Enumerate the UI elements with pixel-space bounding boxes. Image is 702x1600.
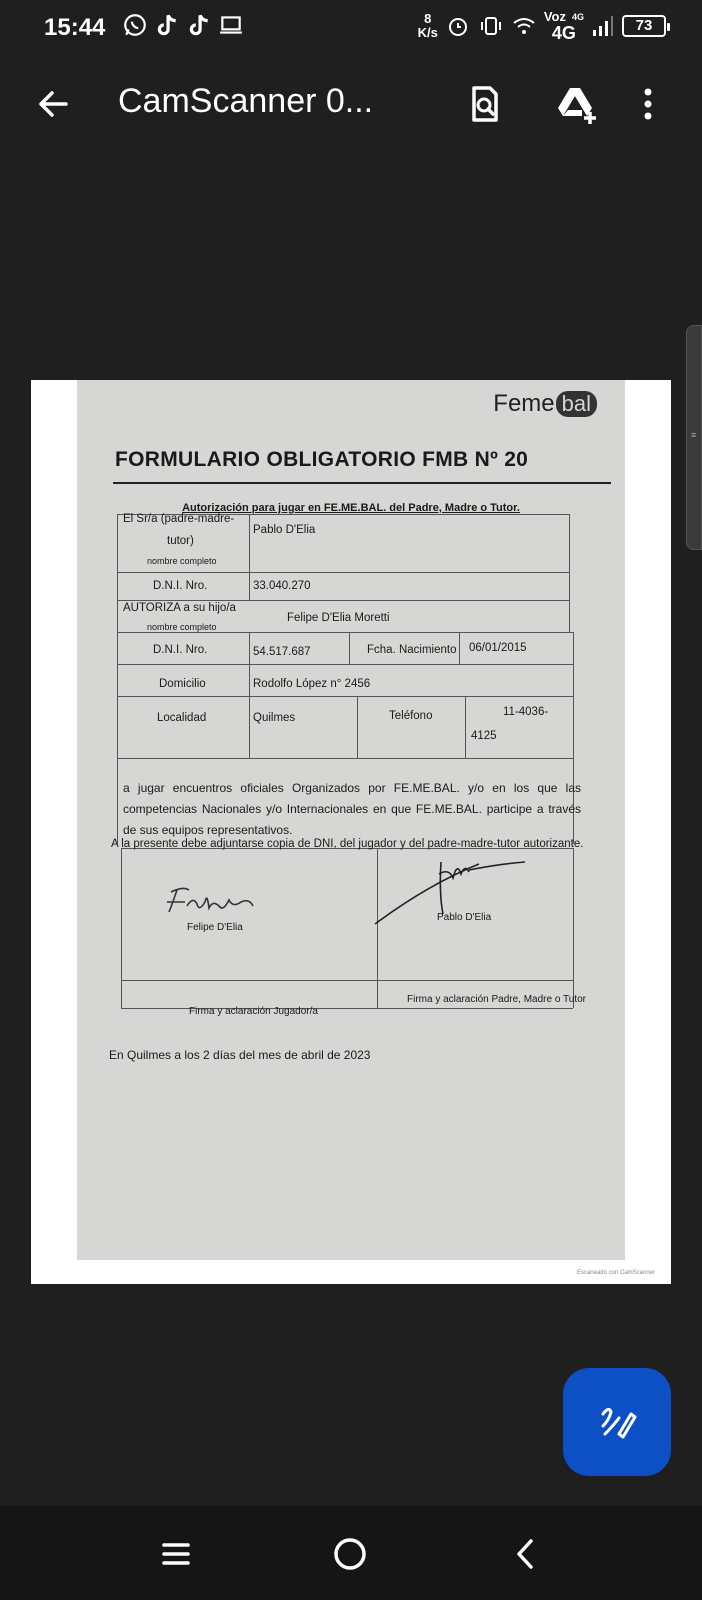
document-page[interactable]	[31, 380, 671, 1284]
city: Quilmes	[253, 712, 296, 724]
parent-signature-caption: Firma y aclaración Padre, Madre o Tutor	[407, 994, 586, 1005]
phone-line2: 4125	[471, 730, 497, 742]
network-small-label: 4G	[571, 12, 584, 22]
net-speed-value: 8	[424, 11, 432, 26]
status-bar	[0, 0, 702, 56]
femebal-logo	[493, 390, 597, 418]
phone-label: Teléfono	[389, 710, 433, 722]
fast-scroll-handle[interactable]: ≡	[686, 325, 702, 550]
signal-icon	[592, 14, 614, 38]
player-signature-caption: Firma y aclaración Jugador/a	[189, 1006, 318, 1017]
tiktok-icon	[154, 12, 180, 38]
logo-text: Feme	[493, 390, 555, 417]
net-speed	[418, 12, 438, 40]
document-search-icon[interactable]	[460, 80, 508, 128]
player-signature-name: Felipe D'Elia	[187, 922, 243, 933]
voz-label: Voz	[543, 9, 566, 24]
signature-pen-icon	[595, 1400, 639, 1444]
alarm-icon	[446, 14, 470, 38]
form-subtitle: Autorización para jugar en FE.ME.BAL. del Padre, Madre o Tutor.	[182, 502, 520, 514]
app-bar	[0, 60, 702, 148]
home-icon	[330, 1534, 370, 1574]
recents-button[interactable]	[148, 1526, 204, 1582]
form-title: FORMULARIO OBLIGATORIO FMB Nº 20	[115, 448, 529, 471]
edit-signature-button[interactable]	[563, 1368, 671, 1476]
more-vert-icon[interactable]	[624, 80, 672, 128]
child-name: Felipe D'Elia Moretti	[287, 612, 390, 624]
home-button[interactable]	[322, 1526, 378, 1582]
tiktok-icon	[186, 12, 212, 38]
network-type	[544, 10, 584, 42]
child-dni-label: D.N.I. Nro.	[153, 644, 208, 656]
child-dni: 54.517.687	[253, 646, 311, 658]
camscanner-watermark: Escaneado con CamScanner	[576, 1270, 655, 1276]
battery-icon: 73	[622, 15, 666, 37]
birth-date: 06/01/2015	[469, 642, 527, 654]
system-nav-bar	[0, 1506, 702, 1600]
parent-label: El Sr/a (padre-madre-	[123, 513, 235, 525]
notification-icons	[122, 12, 244, 38]
scanned-form	[77, 380, 625, 1260]
parent-dni: 33.040.270	[253, 580, 311, 592]
status-time: 15:44	[44, 14, 106, 41]
address: Rodolfo López n° 2456	[253, 678, 371, 690]
authorization-text: a jugar encuentros oficiales Organizados por FE.ME.BAL. y/o en los que las competencias Nacionales y/o Internacionales en que FE.ME.BAL. participe a través de sus equipos representativos.	[123, 781, 581, 837]
attachment-note: A la presente debe adjuntarse copia de DNI, del jugador y del padre-madre-tutor autorizante.	[111, 838, 584, 850]
laptop-icon	[218, 12, 244, 38]
parent-label-line2: tutor)	[167, 535, 194, 547]
phone-line1: 11-4036-	[503, 706, 549, 718]
back-icon	[509, 1537, 543, 1571]
logo-badge: bal	[556, 391, 597, 417]
recents-icon	[159, 1537, 193, 1571]
signing-date: En Quilmes a los 2 días del mes de abril de 2023	[109, 1048, 371, 1062]
parent-dni-label: D.N.I. Nro.	[153, 580, 208, 592]
birth-label: Fcha. Nacimiento	[367, 644, 457, 656]
system-status-icons	[418, 10, 666, 42]
parent-name: Pablo D'Elia	[253, 524, 316, 536]
city-label: Localidad	[157, 712, 207, 724]
parent-signature-name: Pablo D'Elia	[437, 912, 492, 923]
player-signature	[163, 882, 273, 918]
address-label: Domicilio	[159, 678, 206, 690]
vibrate-icon	[478, 14, 504, 38]
back-arrow-icon[interactable]	[30, 80, 78, 128]
title-divider	[113, 482, 611, 484]
whatsapp-icon	[122, 12, 148, 38]
document-title: CamScanner 0...	[118, 82, 374, 120]
child-label-small: nombre completo	[147, 622, 217, 632]
drive-add-icon[interactable]	[552, 80, 600, 128]
back-button[interactable]	[498, 1526, 554, 1582]
wifi-icon	[512, 14, 536, 38]
authorizes-label: AUTORIZA a su hijo/a	[123, 602, 236, 614]
parent-label-small: nombre completo	[147, 556, 217, 566]
network-label: 4G	[551, 23, 576, 43]
net-speed-unit: K/s	[417, 25, 438, 40]
